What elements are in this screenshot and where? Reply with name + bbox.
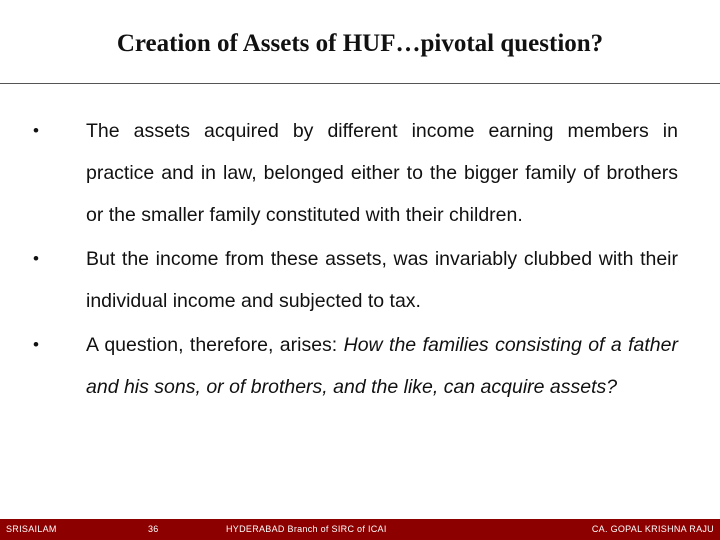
bullet-item bbox=[0, 110, 720, 236]
bullet-text: The assets acquired by different income earning members in practice and in law, belonged either to the bigger family of brothers or the smaller family constituted with their children. bbox=[86, 120, 678, 226]
footer-presenter: CA. GOPAL KRISHNA RAJU bbox=[591, 524, 714, 534]
bullet-text-italic: How the families consisting of a father and his sons, or of brothers, and the like, can acquire assets? bbox=[86, 334, 678, 398]
bullet-marker: • bbox=[33, 121, 39, 140]
bullet-marker: • bbox=[33, 249, 39, 268]
bullet-item bbox=[0, 238, 720, 322]
footer-location: SRISAILAM bbox=[6, 524, 57, 534]
bullet-marker: • bbox=[33, 335, 39, 354]
bullet-text: But the income from these assets, was invariably clubbed with their individual income and subjected to tax. bbox=[86, 248, 678, 312]
footer-organization: HYDERABAD Branch of SIRC of ICAI bbox=[226, 524, 387, 534]
slide-title: Creation of Assets of HUF…pivotal question? bbox=[116, 30, 604, 57]
footer-bar bbox=[0, 519, 720, 540]
bullet-text bbox=[86, 324, 678, 408]
bullet-list bbox=[0, 110, 720, 408]
bullet-text-plain: A question, therefore, arises: bbox=[86, 334, 344, 356]
bullet-item bbox=[0, 324, 720, 408]
footer-page-number: 36 bbox=[148, 524, 159, 534]
title-divider bbox=[0, 83, 720, 84]
